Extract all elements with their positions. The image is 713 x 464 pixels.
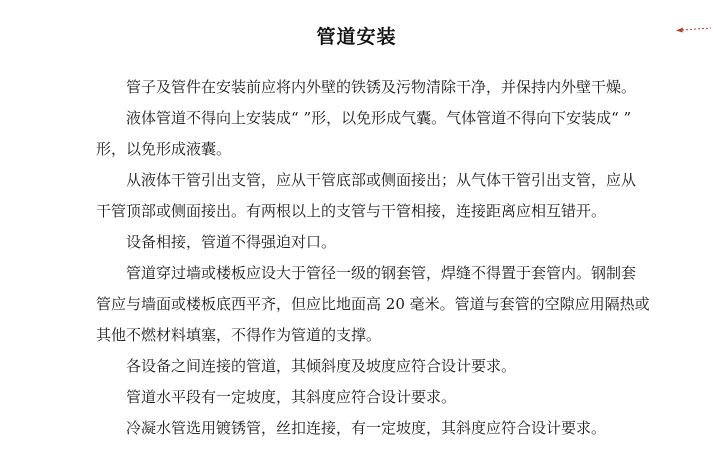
paragraph-line: 形，以免形成液囊。 [96, 140, 232, 158]
document-title: 管道安装 [316, 26, 397, 48]
paragraph-line: 干管顶部或侧面接出。有两根以上的支管与干管相接，连接距离应相互错开。 [96, 202, 607, 220]
paragraph-5 [96, 258, 681, 351]
paragraph-line: 设备相接，管道不得强迫对口。 [126, 233, 337, 251]
paragraph-line: 冷凝水管选用镀锈管，丝扣连接，有一定坡度，其斜度应符合设计要求。 [126, 419, 607, 437]
dashed-arrow-icon [676, 26, 712, 34]
paragraph-3 [96, 165, 681, 227]
paragraph-7 [96, 382, 681, 413]
paragraph-line: 管应与墙面或楼板底西平齐，但应比地面高 20 毫米。管道与套管的空隙应用隔热或 [96, 295, 650, 313]
paragraph-line: 管道水平段有一定坡度，其斜度应符合设计要求。 [126, 388, 457, 406]
paragraph-line: 其他不燃材料填塞，不得作为管道的支撑。 [96, 326, 382, 344]
paragraph-4 [96, 227, 681, 258]
document-body [96, 72, 681, 444]
revision-mark [676, 26, 712, 34]
paragraph-line: 管道穿过墙或楼板应设大于管径一级的钢套管，焊缝不得置于套管内。钢制套 [126, 264, 637, 282]
paragraph-line: 液体管道不得向上安装成“ ”形，以免形成气囊。气体管道不得向下安装成“ ” [126, 109, 632, 127]
paragraph-line: 各设备之间连接的管道，其倾斜度及坡度应符合设计要求。 [126, 357, 517, 375]
paragraph-2 [96, 103, 681, 165]
paragraph-line: 管子及管件在安装前应将内外壁的铁锈及污物清除干净，并保持内外壁干燥。 [126, 78, 637, 96]
paragraph-6 [96, 351, 681, 382]
paragraph-1 [96, 72, 681, 103]
paragraph-8 [96, 413, 681, 444]
paragraph-line: 从液体干管引出支管，应从干管底部或侧面接出；从气体干管引出支管，应从 [126, 171, 637, 189]
